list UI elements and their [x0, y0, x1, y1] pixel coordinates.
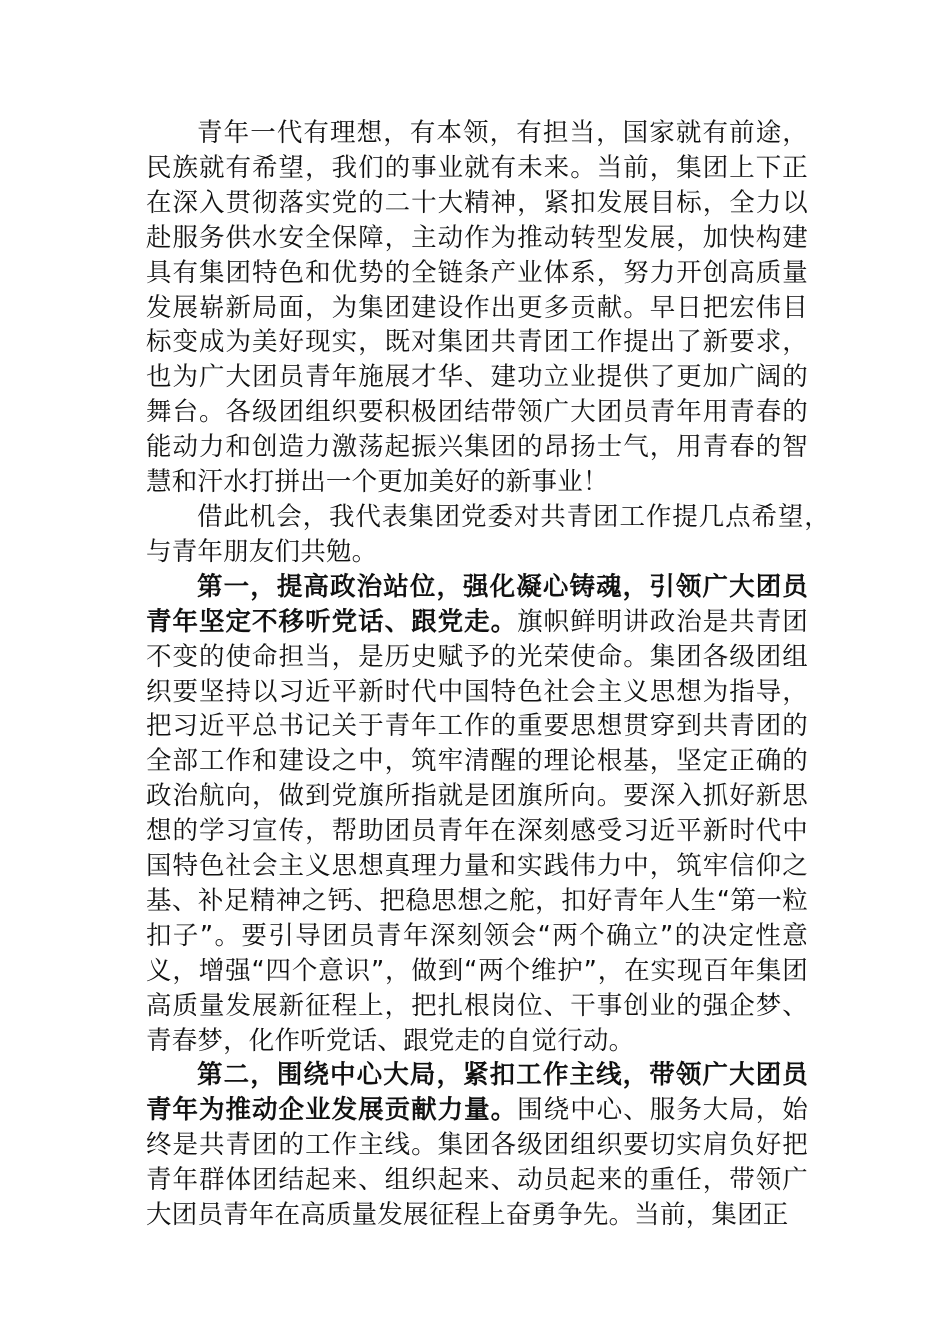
- paragraph-text: 借此机会，我代表集团党委对共青团工作提几点希望，与青年朋友们共勉。: [146, 501, 830, 567]
- paragraph-text: 青年一代有理想，有本领，有担当，国家就有前途，民族就有希望，我们的事业就有未来。当前，集团上下正在深入贯彻落实党的二十大精神，紧扣发展目标，全力以赴服务供水安全保障，主动作为推动转型发展，加快构建具有集团特色和优势的全链条产业体系，努力开创高质量发展崭新局面，为集团建设作出更多贡献。早日把宏伟目标变成为美好现实，既对集团共青团工作提出了新要求，也为广大团员青年施展才华、建功立业提供了更加广阔的舞台。各级团组织要积极团结带领广大团员青年用青春的能动力和创造力激荡起振兴集团的昂扬士气，用青春的智慧和汗水打拼出一个更加美好的新事业！: [146, 118, 808, 498]
- document-body: [146, 116, 830, 1233]
- paragraph-point-two: [146, 1058, 808, 1233]
- point-two-heading: 第二，围绕中心大局，紧扣工作主线，带领广大团员青年为推动企业发展贡献力量。: [146, 1060, 808, 1126]
- paragraph-text: 围绕中心、服务大局，始终是共青团的工作主线。集团各级团组织要切实肩负好把青年群体团结起来、组织起来、动员起来的重任，带领广大团员青年在高质量发展征程上奋勇争先。当前，集团正: [146, 1095, 808, 1231]
- point-one-heading: 第一，提高政治站位，强化凝心铸魂，引领广大团员青年坚定不移听党话、跟党走。: [146, 571, 808, 637]
- paragraph-youth-ideals: [146, 116, 808, 500]
- paragraph-text: 旗帜鲜明讲政治是共青团不变的使命担当，是历史赋予的光荣使命。集团各级团组织要坚持以习近平新时代中国特色社会主义思想为指导，把习近平总书记关于青年工作的重要思想贯穿到共青团的全部工作和建设之中，筑牢清醒的理论根基，坚定正确的政治航向，做到党旗所指就是团旗所向。要深入抓好新思想的学习宣传，帮助团员青年在深刻感受习近平新时代中国特色社会主义思想真理力量和实践伟力中，筑牢信仰之基、补足精神之钙、把稳思想之舵，扣好青年人生“第一粒扣子”。要引导团员青年深刻领会“两个确立”的决定性意义，增强“四个意识”，做到“两个维护”，在实现百年集团高质量发展新征程上，把扎根岗位、干事创业的强企梦、青春梦，化作听党话、跟党走的自觉行动。: [146, 606, 808, 1056]
- paragraph-point-one: [146, 570, 808, 1059]
- paragraph-hopes-intro: [146, 500, 830, 570]
